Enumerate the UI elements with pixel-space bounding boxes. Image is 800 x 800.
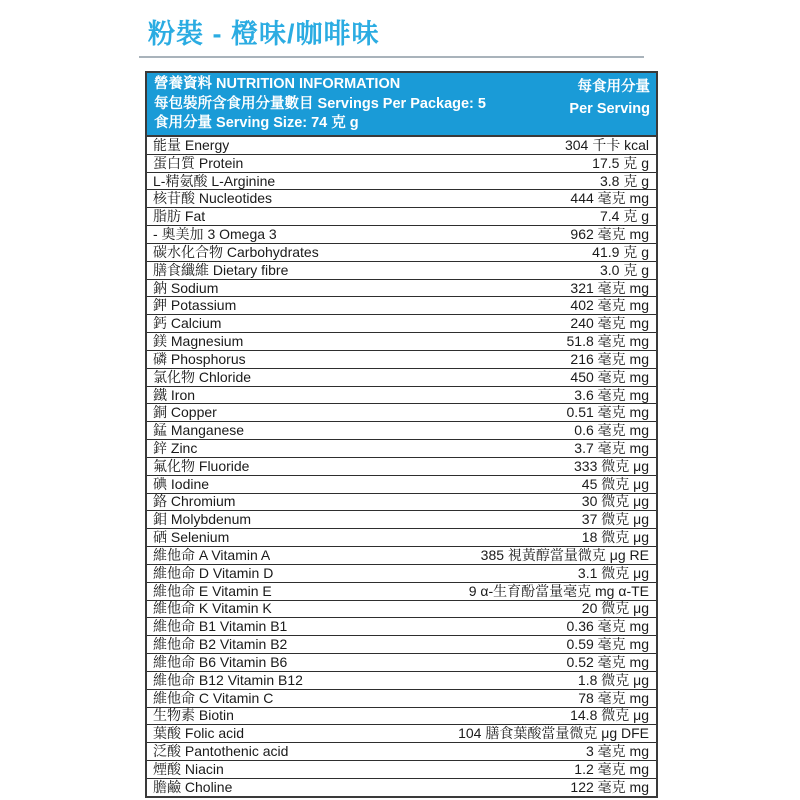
row-value: 0.59 毫克 mg: [566, 636, 649, 653]
row-label: 鋅 Zinc: [153, 440, 198, 456]
table-row: [147, 333, 656, 351]
table-row: [147, 315, 656, 333]
row-value: 0.51 毫克 mg: [566, 404, 649, 421]
row-value: 0.52 毫克 mg: [566, 653, 649, 670]
row-label: - 奧美加 3 Omega 3: [153, 226, 277, 243]
table-row: [147, 725, 656, 743]
row-value: 3.6 毫克 mg: [574, 386, 649, 403]
table-row: [147, 369, 656, 387]
row-label: 硒 Selenium: [153, 529, 230, 546]
table-row: [147, 779, 656, 797]
row-value: 14.8 微克 μg: [570, 707, 649, 724]
table-row: [147, 601, 656, 619]
table-row: [147, 672, 656, 690]
table-row: [147, 547, 656, 565]
row-label: 鈉 Sodium: [153, 279, 219, 296]
row-value: 45 微克 μg: [581, 475, 649, 492]
row-label: 膳食纖維 Dietary fibre: [153, 261, 289, 278]
row-label: 維他命 K Vitamin K: [153, 600, 272, 617]
row-label: 脂肪 Fat: [153, 208, 206, 225]
table-row: [147, 440, 656, 458]
row-value: 41.9 克 g: [592, 243, 649, 260]
title-divider: [139, 56, 644, 58]
row-label: 維他命 D Vitamin D: [153, 564, 274, 581]
table-row: [147, 155, 656, 173]
row-value: 0.6 毫克 mg: [574, 422, 649, 439]
table-row: [147, 636, 656, 654]
row-value: 385 視黃醇當量微克 μg RE: [480, 546, 649, 563]
header-servings-per-package: 每包裝所含食用分量數目 Servings Per Package: 5: [154, 95, 486, 112]
table-row: [147, 618, 656, 636]
row-label: 鎂 Magnesium: [153, 333, 244, 350]
nutrition-table-header-right: [569, 75, 650, 133]
table-row: [147, 137, 656, 155]
row-value: 444 毫克 mg: [570, 190, 649, 207]
row-label: 生物素 Biotin: [153, 707, 234, 724]
row-label: 氯化物 Chloride: [153, 368, 252, 385]
table-row: [147, 190, 656, 208]
table-row: [147, 708, 656, 726]
row-value: 3.7 毫克 mg: [574, 440, 649, 456]
row-label: 鉻 Chromium: [153, 493, 236, 510]
row-label: 維他命 B1 Vitamin B1: [153, 618, 288, 635]
nutrition-table-body: [147, 137, 656, 797]
row-label: 維他命 C Vitamin C: [153, 689, 274, 706]
row-value: 3.1 微克 μg: [577, 564, 649, 581]
table-row: [147, 511, 656, 529]
row-value: 37 微克 μg: [581, 511, 649, 528]
table-row: [147, 173, 656, 191]
page-title: 粉裝 - 橙味/咖啡味: [148, 19, 380, 49]
row-value: 450 毫克 mg: [570, 368, 649, 385]
row-value: 18 微克 μg: [581, 529, 649, 546]
table-row: [147, 476, 656, 494]
row-value: 1.2 毫克 mg: [574, 760, 649, 777]
row-label: 鉀 Potassium: [153, 297, 237, 314]
row-value: 51.8 毫克 mg: [566, 333, 649, 350]
row-value: 402 毫克 mg: [570, 297, 649, 314]
row-label: 膽鹼 Choline: [153, 779, 233, 796]
row-value: 122 毫克 mg: [570, 779, 649, 796]
row-value: 321 毫克 mg: [570, 279, 649, 296]
row-label: 鉬 Molybdenum: [153, 511, 252, 528]
table-row: [147, 297, 656, 315]
row-label: 鈣 Calcium: [153, 315, 222, 332]
table-row: [147, 654, 656, 672]
row-label: 鐵 Iron: [153, 386, 196, 403]
row-label: 葉酸 Folic acid: [153, 725, 245, 742]
row-label: 磷 Phosphorus: [153, 350, 246, 367]
table-row: [147, 404, 656, 422]
row-label: 維他命 B12 Vitamin B12: [153, 671, 303, 688]
row-value: 3.0 克 g: [599, 261, 649, 278]
row-label: 氟化物 Fluoride: [153, 457, 250, 474]
header-serving-size: 食用分量 Serving Size: 74 克 g: [154, 115, 359, 131]
row-value: 240 毫克 mg: [570, 315, 649, 332]
row-label: 碳水化合物 Carbohydrates: [153, 243, 319, 260]
row-label: 蛋白質 Protein: [153, 154, 244, 171]
row-label: 碘 Iodine: [153, 475, 210, 492]
row-value: 216 毫克 mg: [570, 350, 649, 367]
row-label: L-精氨酸 L-Arginine: [153, 172, 276, 189]
table-row: [147, 494, 656, 512]
nutrition-table-header-left: [154, 75, 486, 133]
row-value: 1.8 微克 μg: [577, 671, 649, 688]
row-label: 泛酸 Pantothenic acid: [153, 743, 289, 760]
table-row: [147, 262, 656, 280]
header-per-serving-en: Per Serving: [569, 101, 650, 117]
header-nutrition-information: 營養資料 NUTRITION INFORMATION: [154, 76, 401, 92]
row-value: 78 毫克 mg: [578, 689, 649, 706]
row-label: 維他命 E Vitamin E: [153, 582, 272, 599]
row-value: 0.36 毫克 mg: [566, 618, 649, 635]
row-label: 維他命 B6 Vitamin B6: [153, 653, 288, 670]
row-value: 3.8 克 g: [599, 172, 649, 189]
nutrition-table-header: [147, 73, 656, 137]
row-value: 7.4 克 g: [599, 208, 649, 225]
row-value: 30 微克 μg: [581, 493, 649, 510]
row-value: 3 毫克 mg: [585, 743, 649, 760]
header-per-serving-zh: 每食用分量: [577, 79, 650, 95]
table-row: [147, 280, 656, 298]
row-value: 20 微克 μg: [581, 600, 649, 617]
table-row: [147, 387, 656, 405]
table-row: [147, 244, 656, 262]
row-value: 962 毫克 mg: [570, 226, 649, 243]
row-value: 9 α-生育酚當量毫克 mg α-TE: [468, 582, 649, 599]
table-row: [147, 351, 656, 369]
row-label: 能量 Energy: [153, 136, 230, 153]
table-row: [147, 690, 656, 708]
row-label: 維他命 B2 Vitamin B2: [153, 636, 288, 653]
table-row: [147, 458, 656, 476]
table-row: [147, 565, 656, 583]
row-value: 333 微克 μg: [574, 457, 649, 474]
row-value: 104 膳食葉酸當量微克 μg DFE: [458, 725, 649, 742]
table-row: [147, 761, 656, 779]
row-value: 17.5 克 g: [592, 154, 649, 171]
table-row: [147, 529, 656, 547]
row-value: 304 千卡 kcal: [564, 136, 649, 153]
row-label: 核苷酸 Nucleotides: [153, 190, 273, 207]
table-row: [147, 226, 656, 244]
table-row: [147, 743, 656, 761]
table-row: [147, 583, 656, 601]
row-label: 維他命 A Vitamin A: [153, 546, 271, 563]
row-label: 錳 Manganese: [153, 422, 245, 439]
row-label: 銅 Copper: [153, 404, 217, 421]
nutrition-table: [145, 71, 658, 798]
table-row: [147, 422, 656, 440]
table-row: [147, 208, 656, 226]
row-label: 煙酸 Niacin: [153, 760, 224, 777]
